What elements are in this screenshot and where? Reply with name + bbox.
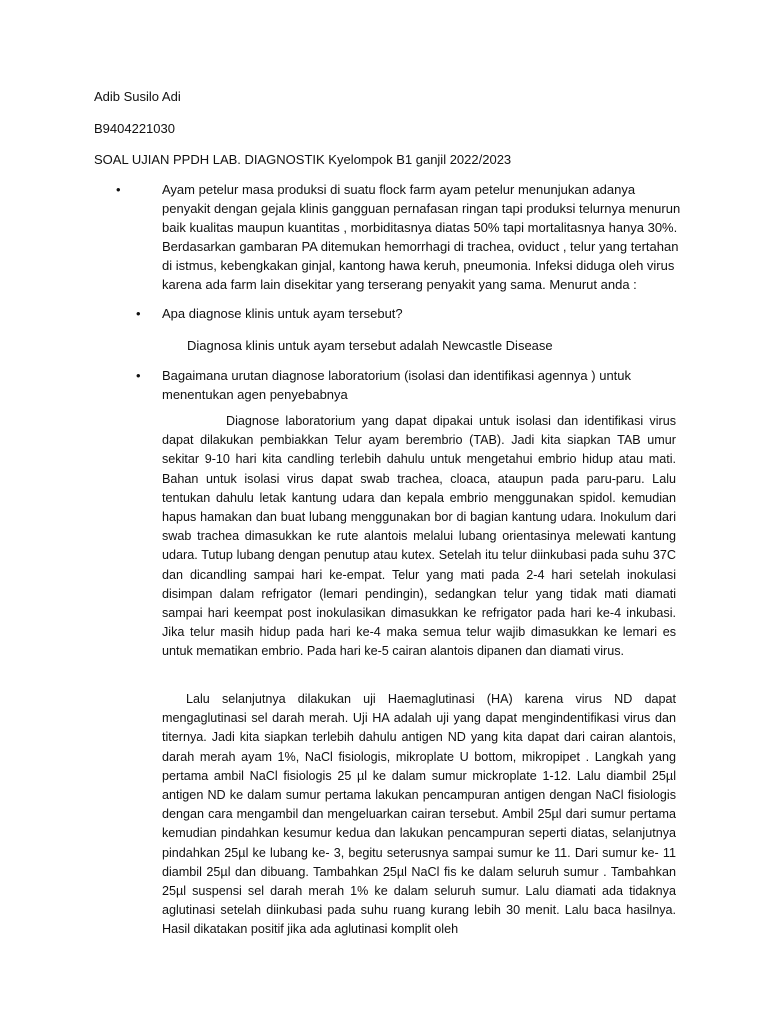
author-name: Adib Susilo Adi [94, 89, 181, 104]
answer-2-paragraph-isolation: Diagnose laboratorium yang dapat dipakai untuk isolasi dan identifikasi virus dapat dilakukan pembiakkan Telur ayam berembrio (TAB). Jadi kita siapkan TAB umur sekitar 9-10 hari kita candling terlebih dahulu untuk mengetahui embrio hidup atau mati. Bahan untuk isolasi virus dapat swab trachea, cloaca, ataupun pada paru-paru. Lalu tentukan dahulu letak kantung udara dan kepala embrio menggunakan spidol. kemudian hapus hamakan dan buat lubang menggunakan bor di bagian kantung udara. Inokulum dari swab trachea dimasukkan ke rute alantois melalui lubang orientasinya melewati kantung udara. Tutup lubang dengan penutup atau kutex. Setelah itu telur diinkubasi pada suhu 37C dan dicandling sampai hari ke-empat. Telur yang mati pada 2-4 hari setelah inokulasi disimpan dalam refrigator (lemari pendingin), sedangkan telur yang tidak mati diamati sampai hari keempat post inokulasikan dimasukkan ke refrigator pada hari ke-4 inkubasi. Jika telur masih hidup pada hari ke-4 maka semua telur wajib dimasukkan ke lemari es untuk mematikan embrio. Pada hari ke-5 cairan alantois dipanen dan diamati virus. [162, 414, 676, 659]
answer-1-text: Diagnosa klinis untuk ayam tersebut adalah Newcastle Disease [187, 338, 553, 353]
question-1-bullet [94, 304, 684, 324]
bullet-icon: • [116, 182, 121, 197]
student-id: B9404221030 [94, 121, 175, 136]
question-1-text: Apa diagnose klinis untuk ayam tersebut? [162, 306, 403, 321]
question-2-text: Bagaimana urutan diagnose laboratorium (isolasi dan identifikasi agennya ) untuk menentukan agen penyebabnya [162, 368, 632, 402]
question-2-bullet [94, 366, 684, 406]
document-title: SOAL UJIAN PPDH LAB. DIAGNOSTIK Kyelompok B1 ganjil 2022/2023 [94, 152, 512, 167]
answer-2-paragraph-ha-test: Lalu selanjutnya dilakukan uji Haemaglutinasi (HA) karena virus ND dapat mengaglutinasi sel darah merah. Uji HA adalah uji yang dapat mengindentifikasi virus dan titernya. Jadi kita siapkan terlebih dahulu antigen ND yang kita dapat dari cairan alantois, darah merah ayam 1%, NaCl fisiologis, mikroplate U bottom, mikropipet . Langkah yang pertama ambil NaCl fisiologis 25 µl ke dalam sumur mickroplate 1-12. Lalu diambil 25µl antigen ND ke dalam sumur pertama lakukan pencampuran antigen dengan NaCl fisiologis dengan cara mengambil dan mengeluarkan cairan tersebut. Ambil 25µl dari sumur pertama kemudian pindahkan kesumur kedua dan lakukan pencampuran seperti diatas, selanjutnya pindahkan 25µl ke lubang ke- 3, begitu seterusnya sampai sumur ke 11. Dari sumur ke- 11 diambil 25µl dan dibuang. Tambahkan 25µl NaCl fis ke dalam seluruh sumur . Tambahkan 25µl suspensi sel darah merah 1% ke dalam seluruh sumur. Lalu diamati ada tidaknya aglutinasi setelah diinkubasi pada suhu ruang kurang lebih 30 menit. Lalu baca hasilnya. Hasil dikatakan positif jika ada aglutinasi komplit oleh [162, 692, 676, 937]
case-description: Ayam petelur masa produksi di suatu flock farm ayam petelur menunjukan adanya penyakit dengan gejala klinis gangguan pernafasan ringan tapi produksi telurnya menurun baik kualitas maupun kuantitas , morbiditasnya diatas 50% tapi mortalitasnya hanya 30%. Berdasarkan gambaran PA ditemukan hemorrhagi di trachea, oviduct , telur yang tertahan di istmus, kebengkakan ginjal, kantong hawa keruh, pneumonia. Infeksi diduga oleh virus karena ada farm lain disekitar yang terserang penyakit yang sama. Menurut anda : [162, 182, 681, 292]
case-bullet [94, 180, 684, 290]
bullet-icon: • [136, 368, 141, 383]
bullet-icon: • [136, 306, 141, 321]
